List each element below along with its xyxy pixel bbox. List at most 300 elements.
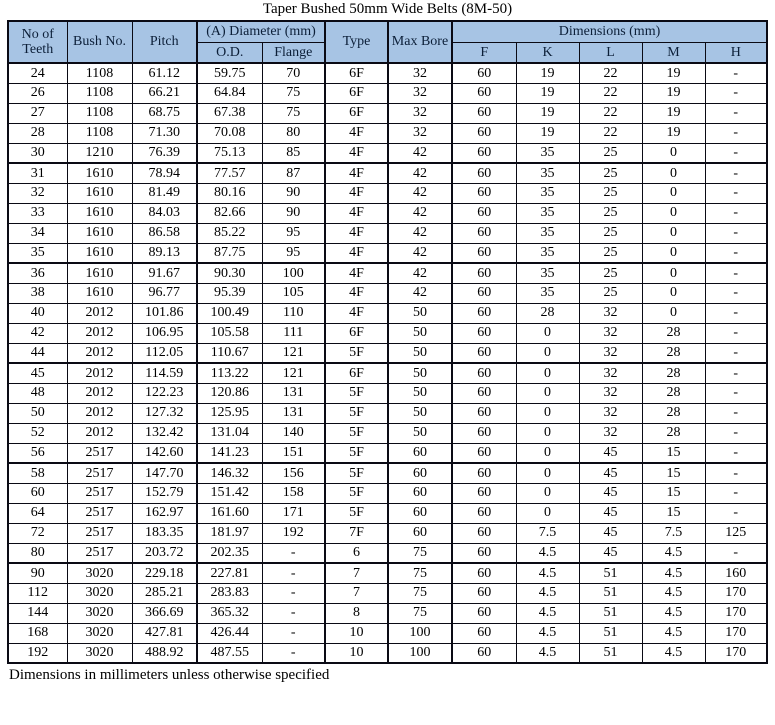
table-cell: 42 — [388, 203, 452, 223]
table-cell: 141.23 — [197, 443, 262, 463]
table-cell: 19 — [516, 63, 579, 83]
table-cell: - — [705, 163, 767, 183]
table-cell: 2012 — [67, 323, 132, 343]
table-cell: 60 — [452, 483, 516, 503]
table-cell: 15 — [642, 483, 705, 503]
table-cell: 50 — [388, 363, 452, 383]
table-cell: 4F — [325, 123, 388, 143]
table-cell: 50 — [388, 303, 452, 323]
table-row — [8, 603, 767, 623]
table-cell: 0 — [516, 423, 579, 443]
table-cell: 28 — [642, 343, 705, 363]
table-cell: 59.75 — [197, 63, 262, 83]
table-cell: 125 — [705, 523, 767, 543]
table-cell: 19 — [516, 123, 579, 143]
table-row — [8, 483, 767, 503]
table-cell: 192 — [262, 523, 325, 543]
table-cell: 152.79 — [132, 483, 197, 503]
table-cell: 0 — [642, 303, 705, 323]
table-cell: 4.5 — [642, 563, 705, 583]
table-cell: 0 — [642, 183, 705, 203]
table-cell: 4F — [325, 183, 388, 203]
table-cell: 32 — [579, 303, 642, 323]
table-cell: 34 — [8, 223, 67, 243]
table-cell: 32 — [388, 123, 452, 143]
table-cell: 144 — [8, 603, 67, 623]
table-cell: 64 — [8, 503, 67, 523]
table-cell: 111 — [262, 323, 325, 343]
table-row — [8, 283, 767, 303]
table-cell: 75.13 — [197, 143, 262, 163]
table-cell: 66.21 — [132, 83, 197, 103]
table-cell: 85 — [262, 143, 325, 163]
table-cell: 60 — [452, 523, 516, 543]
table-cell: 85.22 — [197, 223, 262, 243]
table-cell: 35 — [516, 283, 579, 303]
table-row — [8, 143, 767, 163]
table-cell: 1610 — [67, 283, 132, 303]
table-row — [8, 123, 767, 143]
table-cell: 0 — [516, 503, 579, 523]
table-cell: 2517 — [67, 523, 132, 543]
table-cell: 68.75 — [132, 103, 197, 123]
table-cell: - — [262, 603, 325, 623]
table-cell: 45 — [579, 463, 642, 483]
table-cell: 1610 — [67, 203, 132, 223]
table-cell: 75 — [388, 563, 452, 583]
table-cell: 60 — [452, 263, 516, 283]
table-cell: 3020 — [67, 603, 132, 623]
table-cell: 101.86 — [132, 303, 197, 323]
table-cell: 35 — [516, 163, 579, 183]
table-cell: 0 — [516, 383, 579, 403]
table-cell: 42 — [388, 163, 452, 183]
table-row — [8, 443, 767, 463]
table-cell: 32 — [579, 383, 642, 403]
table-cell: - — [705, 363, 767, 383]
table-cell: 156 — [262, 463, 325, 483]
table-cell: 7.5 — [516, 523, 579, 543]
table-cell: 60 — [452, 603, 516, 623]
table-cell: - — [705, 423, 767, 443]
table-cell: 28 — [642, 363, 705, 383]
table-cell: 30 — [8, 143, 67, 163]
table-cell: 3020 — [67, 583, 132, 603]
table-cell: 487.55 — [197, 643, 262, 663]
table-cell: - — [705, 323, 767, 343]
table-cell: 80 — [262, 123, 325, 143]
footer-note: Dimensions in millimeters unless otherwise specified — [9, 667, 330, 683]
table-cell: 60 — [388, 463, 452, 483]
table-cell: 60 — [452, 363, 516, 383]
table-cell: 32 — [8, 183, 67, 203]
table-row — [8, 243, 767, 263]
table-cell: 10 — [325, 623, 388, 643]
table-cell: 6F — [325, 323, 388, 343]
table-cell: 6F — [325, 103, 388, 123]
table-cell: 1610 — [67, 263, 132, 283]
table-cell: 60 — [452, 583, 516, 603]
table-cell: 0 — [516, 403, 579, 423]
table-cell: 90 — [262, 203, 325, 223]
table-cell: 146.32 — [197, 463, 262, 483]
table-cell: 75 — [388, 603, 452, 623]
table-cell: 122.23 — [132, 383, 197, 403]
table-cell: 35 — [8, 243, 67, 263]
table-cell: 1108 — [67, 63, 132, 83]
col-header-l: L — [579, 42, 642, 63]
belts-table — [7, 20, 768, 664]
table-cell: 0 — [516, 463, 579, 483]
table-cell: 36 — [8, 263, 67, 283]
table-cell: 227.81 — [197, 563, 262, 583]
table-cell: 6F — [325, 363, 388, 383]
table-cell: 80 — [8, 543, 67, 563]
table-cell: - — [705, 203, 767, 223]
table-cell: 60 — [452, 323, 516, 343]
table-cell: 60 — [452, 283, 516, 303]
table-cell: 58 — [8, 463, 67, 483]
table-cell: 42 — [388, 263, 452, 283]
table-cell: 15 — [642, 443, 705, 463]
table-cell: - — [705, 63, 767, 83]
table-cell: 60 — [388, 503, 452, 523]
table-cell: 60 — [452, 643, 516, 663]
table-row — [8, 503, 767, 523]
table-cell: 22 — [579, 83, 642, 103]
table-cell: 4.5 — [516, 603, 579, 623]
table-cell: 28 — [642, 383, 705, 403]
table-cell: 15 — [642, 503, 705, 523]
table-cell: 1108 — [67, 103, 132, 123]
table-cell: 4F — [325, 303, 388, 323]
table-cell: - — [705, 483, 767, 503]
table-row — [8, 163, 767, 183]
col-header-pitch: Pitch — [132, 21, 197, 63]
col-header-diameter-group: (A) Diameter (mm) — [197, 21, 325, 42]
table-row — [8, 183, 767, 203]
table-cell: 366.69 — [132, 603, 197, 623]
col-header-dimensions-group: Dimensions (mm) — [452, 21, 767, 42]
table-cell: 86.58 — [132, 223, 197, 243]
table-cell: 19 — [516, 83, 579, 103]
table-cell: 181.97 — [197, 523, 262, 543]
table-cell: 142.60 — [132, 443, 197, 463]
table-cell: 2517 — [67, 443, 132, 463]
table-cell: 35 — [516, 263, 579, 283]
table-cell: 32 — [579, 403, 642, 423]
table-cell: 100 — [262, 263, 325, 283]
table-cell: 1210 — [67, 143, 132, 163]
table-cell: 38 — [8, 283, 67, 303]
table-cell: 27 — [8, 103, 67, 123]
table-cell: 45 — [579, 483, 642, 503]
table-cell: 100.49 — [197, 303, 262, 323]
table-cell: 45 — [579, 443, 642, 463]
table-cell: - — [705, 503, 767, 523]
table-body — [8, 63, 767, 663]
table-cell: 203.72 — [132, 543, 197, 563]
table-cell: 75 — [262, 83, 325, 103]
table-cell: 75 — [262, 103, 325, 123]
table-cell: 168 — [8, 623, 67, 643]
table-cell: 488.92 — [132, 643, 197, 663]
table-cell: 131.04 — [197, 423, 262, 443]
table-cell: 120.86 — [197, 383, 262, 403]
table-cell: 28 — [516, 303, 579, 323]
table-cell: 50 — [388, 383, 452, 403]
table-cell: - — [262, 543, 325, 563]
table-cell: 3020 — [67, 623, 132, 643]
table-row — [8, 323, 767, 343]
table-cell: 0 — [642, 203, 705, 223]
table-cell: 42 — [8, 323, 67, 343]
table-cell: 60 — [452, 183, 516, 203]
table-cell: 35 — [516, 203, 579, 223]
table-cell: 4.5 — [642, 643, 705, 663]
table-row — [8, 223, 767, 243]
table-row — [8, 103, 767, 123]
table-cell: 71.30 — [132, 123, 197, 143]
table-cell: 4.5 — [516, 543, 579, 563]
table-cell: 229.18 — [132, 563, 197, 583]
table-cell: 2012 — [67, 403, 132, 423]
table-cell: 44 — [8, 343, 67, 363]
table-cell: 60 — [452, 443, 516, 463]
table-cell: 76.39 — [132, 143, 197, 163]
table-cell: 112 — [8, 583, 67, 603]
table-cell: 48 — [8, 383, 67, 403]
table-cell: 60 — [452, 63, 516, 83]
table-cell: 60 — [452, 143, 516, 163]
table-cell: 80.16 — [197, 183, 262, 203]
table-cell: 75 — [388, 583, 452, 603]
table-header — [8, 21, 767, 63]
table-cell: 32 — [388, 103, 452, 123]
table-cell: 64.84 — [197, 83, 262, 103]
table-cell: 22 — [579, 103, 642, 123]
table-cell: 32 — [579, 363, 642, 383]
table-cell: 2012 — [67, 383, 132, 403]
table-cell: 5F — [325, 443, 388, 463]
table-cell: - — [705, 303, 767, 323]
table-cell: 110 — [262, 303, 325, 323]
table-cell: 170 — [705, 603, 767, 623]
table-cell: 151 — [262, 443, 325, 463]
table-cell: 0 — [642, 143, 705, 163]
table-cell: 2012 — [67, 423, 132, 443]
table-row — [8, 403, 767, 423]
table-cell: 60 — [452, 503, 516, 523]
table-cell: 283.83 — [197, 583, 262, 603]
table-cell: 60 — [452, 123, 516, 143]
table-cell: - — [705, 223, 767, 243]
table-cell: 4F — [325, 263, 388, 283]
table-cell: 45 — [8, 363, 67, 383]
table-row — [8, 83, 767, 103]
table-cell: 45 — [579, 543, 642, 563]
table-cell: 5F — [325, 403, 388, 423]
table-cell: 25 — [579, 283, 642, 303]
col-header-k: K — [516, 42, 579, 63]
table-cell: 162.97 — [132, 503, 197, 523]
table-cell: 6 — [325, 543, 388, 563]
table-cell: 51 — [579, 643, 642, 663]
col-header-m: M — [642, 42, 705, 63]
table-cell: 2012 — [67, 303, 132, 323]
table-cell: 7 — [325, 583, 388, 603]
table-cell: - — [705, 123, 767, 143]
table-cell: 60 — [452, 203, 516, 223]
table-cell: 60 — [452, 463, 516, 483]
table-cell: 365.32 — [197, 603, 262, 623]
table-cell: 95 — [262, 223, 325, 243]
table-cell: 95 — [262, 243, 325, 263]
table-cell: 106.95 — [132, 323, 197, 343]
table-cell: 25 — [579, 163, 642, 183]
table-cell: 1610 — [67, 243, 132, 263]
table-cell: 4.5 — [516, 623, 579, 643]
table-cell: 35 — [516, 183, 579, 203]
table-cell: 70.08 — [197, 123, 262, 143]
col-header-type: Type — [325, 21, 388, 63]
table-cell: 3020 — [67, 643, 132, 663]
table-cell: 28 — [642, 423, 705, 443]
table-cell: 52 — [8, 423, 67, 443]
table-cell: 35 — [516, 223, 579, 243]
table-cell: 42 — [388, 243, 452, 263]
table-cell: 72 — [8, 523, 67, 543]
table-cell: 50 — [388, 403, 452, 423]
table-cell: 2012 — [67, 343, 132, 363]
table-cell: 32 — [579, 343, 642, 363]
table-cell: 0 — [516, 443, 579, 463]
table-cell: 4.5 — [516, 643, 579, 663]
table-cell: 171 — [262, 503, 325, 523]
table-cell: 151.42 — [197, 483, 262, 503]
table-cell: - — [705, 403, 767, 423]
table-cell: 7.5 — [642, 523, 705, 543]
table-cell: - — [705, 183, 767, 203]
table-cell: 0 — [642, 263, 705, 283]
table-cell: 4.5 — [642, 583, 705, 603]
table-cell: - — [705, 383, 767, 403]
table-cell: 4.5 — [516, 583, 579, 603]
table-cell: 90 — [8, 563, 67, 583]
table-cell: 22 — [579, 123, 642, 143]
table-cell: 42 — [388, 183, 452, 203]
col-header-h: H — [705, 42, 767, 63]
table-cell: 60 — [452, 423, 516, 443]
table-cell: 32 — [388, 83, 452, 103]
table-cell: 60 — [452, 83, 516, 103]
table-cell: 161.60 — [197, 503, 262, 523]
table-cell: - — [262, 583, 325, 603]
table-cell: 67.38 — [197, 103, 262, 123]
table-cell: 5F — [325, 343, 388, 363]
table-row — [8, 263, 767, 283]
table-cell: 160 — [705, 563, 767, 583]
table-cell: 75 — [388, 543, 452, 563]
table-cell: 4F — [325, 163, 388, 183]
table-cell: 131 — [262, 383, 325, 403]
table-cell: 7F — [325, 523, 388, 543]
table-cell: 60 — [452, 243, 516, 263]
table-cell: 32 — [579, 423, 642, 443]
table-cell: 45 — [579, 523, 642, 543]
table-row — [8, 463, 767, 483]
table-cell: 87.75 — [197, 243, 262, 263]
table-cell: 33 — [8, 203, 67, 223]
header-row-1 — [8, 21, 767, 42]
table-cell: 1610 — [67, 183, 132, 203]
table-cell: 0 — [516, 483, 579, 503]
table-cell: 28 — [8, 123, 67, 143]
table-cell: - — [705, 463, 767, 483]
table-cell: 4F — [325, 223, 388, 243]
table-cell: 24 — [8, 63, 67, 83]
table-cell: 0 — [642, 243, 705, 263]
table-cell: 28 — [642, 323, 705, 343]
table-cell: 56 — [8, 443, 67, 463]
table-cell: 51 — [579, 563, 642, 583]
table-cell: 147.70 — [132, 463, 197, 483]
table-cell: 31 — [8, 163, 67, 183]
table-cell: 35 — [516, 143, 579, 163]
col-header-od: O.D. — [197, 42, 262, 63]
table-row — [8, 63, 767, 83]
table-cell: 19 — [516, 103, 579, 123]
table-cell: 60 — [452, 403, 516, 423]
table-cell: 140 — [262, 423, 325, 443]
table-cell: 50 — [8, 403, 67, 423]
table-cell: 5F — [325, 503, 388, 523]
table-cell: 285.21 — [132, 583, 197, 603]
table-cell: 2012 — [67, 363, 132, 383]
table-cell: 4F — [325, 143, 388, 163]
table-cell: 6F — [325, 63, 388, 83]
table-cell: 15 — [642, 463, 705, 483]
table-cell: - — [262, 643, 325, 663]
table-cell: - — [705, 83, 767, 103]
table-cell: 60 — [452, 383, 516, 403]
table-cell: 125.95 — [197, 403, 262, 423]
table-cell: 77.57 — [197, 163, 262, 183]
table-cell: 70 — [262, 63, 325, 83]
table-cell: 131 — [262, 403, 325, 423]
table-cell: 2517 — [67, 483, 132, 503]
table-cell: 4F — [325, 203, 388, 223]
table-cell: - — [705, 243, 767, 263]
table-cell: 25 — [579, 263, 642, 283]
table-cell: 60 — [452, 303, 516, 323]
table-cell: 95.39 — [197, 283, 262, 303]
table-cell: - — [705, 543, 767, 563]
table-cell: 42 — [388, 283, 452, 303]
table-cell: 0 — [642, 223, 705, 243]
table-row — [8, 423, 767, 443]
table-cell: 51 — [579, 583, 642, 603]
table-cell: - — [262, 623, 325, 643]
table-cell: 40 — [8, 303, 67, 323]
table-cell: 25 — [579, 143, 642, 163]
table-cell: 1610 — [67, 163, 132, 183]
table-cell: - — [705, 343, 767, 363]
table-row — [8, 643, 767, 663]
table-row — [8, 203, 767, 223]
table-cell: 60 — [452, 163, 516, 183]
table-cell: 19 — [642, 83, 705, 103]
